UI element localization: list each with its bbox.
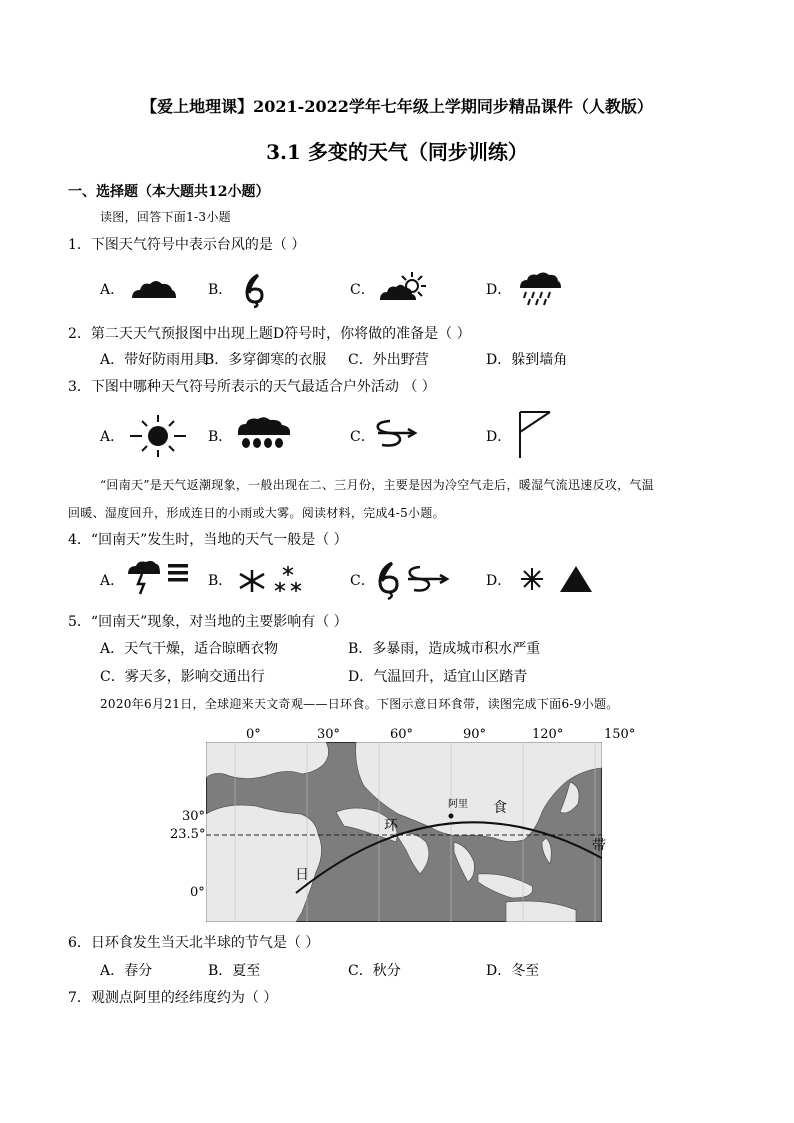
snow-icon bbox=[236, 562, 308, 598]
lon-label-90: 90° bbox=[463, 727, 487, 742]
rain-icon bbox=[518, 270, 562, 306]
q1-option-c[interactable]: C． bbox=[350, 282, 375, 298]
q4-option-b[interactable]: B． bbox=[208, 573, 233, 589]
q3-option-b[interactable]: B． bbox=[208, 429, 233, 445]
lon-label-60: 60° bbox=[390, 727, 414, 742]
sandstorm-icon bbox=[374, 418, 418, 448]
q2-option-c[interactable]: C．外出野营 bbox=[348, 352, 429, 368]
question-6: 6．日环食发生当天北半球的节气是（ ） bbox=[68, 935, 320, 951]
q6-option-b[interactable]: B．夏至 bbox=[208, 963, 261, 979]
band-char-huan: 环 bbox=[384, 818, 398, 834]
q3-option-c[interactable]: C． bbox=[350, 429, 375, 445]
page-title: 3.1 多变的天气（同步训练） bbox=[266, 140, 528, 164]
lat-label-23-5: 23.5° bbox=[170, 827, 206, 842]
q1-option-a[interactable]: A． bbox=[100, 282, 125, 298]
q5-option-d[interactable]: D．气温回升，适宜山区踏青 bbox=[348, 669, 528, 685]
typhoon-sandstorm-icon bbox=[376, 560, 452, 600]
lon-label-120: 120° bbox=[532, 727, 564, 742]
q2-option-d[interactable]: D．躲到墙角 bbox=[486, 352, 568, 368]
q2-option-a[interactable]: A．带好防雨用具 bbox=[100, 352, 209, 368]
q5-option-a[interactable]: A．天气干燥，适合晾晒衣物 bbox=[100, 641, 279, 657]
question-2: 2．第二天天气预报图中出现上题D符号时，你将做的准备是（ ） bbox=[68, 326, 471, 342]
ali-label: 阿里 bbox=[448, 799, 468, 810]
ali-point-marker bbox=[449, 814, 454, 819]
q6-option-d[interactable]: D．冬至 bbox=[486, 963, 540, 979]
question-4: 4．“回南天”发生时，当地的天气一般是（ ） bbox=[68, 532, 348, 548]
q2-option-b[interactable]: B．多穿御寒的衣服 bbox=[204, 352, 327, 368]
frost-hail-icon bbox=[514, 564, 596, 594]
wind-flag-icon bbox=[514, 408, 554, 460]
map-canvas bbox=[206, 742, 602, 922]
q4-option-d[interactable]: D． bbox=[486, 573, 512, 589]
thunder-fog-icon bbox=[126, 560, 192, 598]
lon-label-30: 30° bbox=[317, 727, 341, 742]
question-7: 7．观测点阿里的经纬度约为（ ） bbox=[68, 990, 278, 1006]
lat-label-0: 0° bbox=[190, 885, 205, 900]
series-title: 【爱上地理课】2021-2022学年七年级上学期同步精品课件（人教版） bbox=[141, 97, 653, 116]
eclipse-map bbox=[160, 722, 650, 928]
band-char-ri: 日 bbox=[295, 867, 309, 883]
lon-label-0: 0° bbox=[246, 727, 261, 742]
q5-option-c[interactable]: C．雾天多，影响交通出行 bbox=[100, 669, 265, 685]
q4-option-c[interactable]: C． bbox=[350, 573, 375, 589]
band-char-shi: 食 bbox=[493, 800, 507, 816]
q6-option-a[interactable]: A．春分 bbox=[100, 963, 153, 979]
lat-label-30: 30° bbox=[182, 809, 206, 824]
sun-icon bbox=[128, 414, 188, 458]
band-char-dai: 带 bbox=[592, 838, 606, 854]
intro-1-3: 读图，回答下面1-3小题 bbox=[100, 210, 231, 224]
sunny-to-cloudy-icon bbox=[378, 270, 434, 304]
q3-option-d[interactable]: D． bbox=[486, 429, 512, 445]
q4-option-a[interactable]: A． bbox=[100, 573, 125, 589]
q1-option-b[interactable]: B． bbox=[208, 282, 233, 298]
q6-option-c[interactable]: C．秋分 bbox=[348, 963, 401, 979]
q3-option-a[interactable]: A． bbox=[100, 429, 125, 445]
question-5: 5．“回南天”现象，对当地的主要影响有（ ） bbox=[68, 614, 348, 630]
section-heading: 一、选择题（本大题共12小题） bbox=[68, 184, 270, 200]
hail-icon bbox=[236, 416, 292, 450]
typhoon-icon bbox=[240, 272, 270, 308]
passage-huinan-line-1: “回南天”是天气返潮现象，一般出现在二、三月份，主要是因为冷空气走后，暖湿气流迅速反攻，气温 bbox=[100, 478, 655, 492]
cloudy-icon bbox=[130, 276, 178, 302]
passage-huinan-line-2: 回暖、湿度回升，形成连日的小雨或大雾。阅读材料，完成4-5小题。 bbox=[68, 506, 445, 520]
passage-eclipse: 2020年6月21日，全球迎来天文奇观——日环食。下图示意日环食带，读图完成下面6-9小题。 bbox=[100, 697, 619, 711]
q5-option-b[interactable]: B．多暴雨，造成城市积水严重 bbox=[348, 641, 541, 657]
q1-option-d[interactable]: D． bbox=[486, 282, 512, 298]
question-1: 1．下图天气符号中表示台风的是（ ） bbox=[68, 237, 306, 253]
lon-label-150: 150° bbox=[604, 727, 636, 742]
question-3: 3．下图中哪种天气符号所表示的天气最适合户外活动 （ ） bbox=[68, 379, 436, 395]
